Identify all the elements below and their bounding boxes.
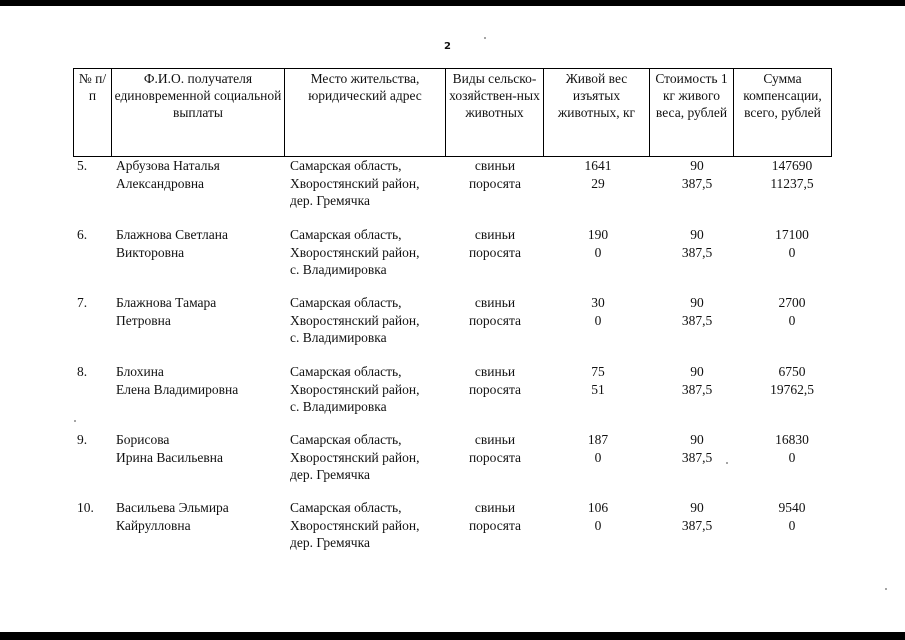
animal-kinds: свиньи поросята (468, 500, 522, 533)
table-header (73, 68, 832, 157)
recipient-name: Блохина Елена Владимировна (116, 364, 239, 397)
row-number: 9. (77, 432, 88, 447)
recipient-name: Блажнова Тамара Петровна (116, 295, 217, 328)
header-kind: Виды сельско-хозяйствен-ных животных (446, 69, 544, 157)
price-per-kg: 90 387,5 (681, 295, 713, 328)
price-per-kg: 90 387,5 (681, 158, 713, 191)
scan-border-top (0, 0, 905, 6)
live-weight: 190 0 (587, 227, 609, 260)
price-per-kg: 90 387,5 (681, 432, 713, 465)
header-sum: Сумма компенсации, всего, рублей (734, 69, 832, 157)
live-weight: 187 0 (587, 432, 609, 465)
animal-kinds: свиньи поросята (468, 227, 522, 260)
page-number: 2 (444, 41, 451, 52)
recipient-address: Самарская область, Хворостянский район, с. Владимировка (290, 295, 420, 345)
scan-speck (74, 420, 76, 422)
recipient-name: Блажнова Светлана Викторовна (116, 227, 228, 260)
price-per-kg: 90 387,5 (681, 500, 713, 533)
live-weight: 1641 29 (584, 158, 612, 191)
recipient-address: Самарская область, Хворостянский район, с. Владимировка (290, 227, 420, 277)
recipient-address: Самарская область, Хворостянский район, с. Владимировка (290, 364, 420, 414)
header-price: Стоимость 1 кг живого веса, рублей (650, 69, 734, 157)
price-per-kg: 90 387,5 (681, 227, 713, 260)
scan-border-bottom (0, 632, 905, 640)
recipient-name: Арбузова Наталья Александровна (116, 158, 220, 191)
recipient-address: Самарская область, Хворостянский район, дер. Гремячка (290, 500, 420, 550)
price-per-kg: 90 387,5 (681, 364, 713, 397)
row-number: 6. (77, 227, 88, 242)
recipient-name: Васильева Эльмира Кайрулловна (116, 500, 229, 533)
live-weight: 30 0 (591, 295, 605, 328)
recipient-name: Борисова Ирина Васильевна (116, 432, 224, 465)
compensation-sum: 147690 11237,5 (770, 158, 814, 191)
animal-kinds: свиньи поросята (468, 432, 522, 465)
scan-speck (484, 37, 486, 39)
recipient-address: Самарская область, Хворостянский район, дер. Гремячка (290, 158, 420, 208)
animal-kinds: свиньи поросята (468, 295, 522, 328)
compensation-sum: 16830 0 (775, 432, 809, 465)
header-weight: Живой вес изъятых животных, кг (544, 69, 650, 157)
compensation-sum: 6750 19762,5 (770, 364, 814, 397)
compensation-sum: 2700 0 (778, 295, 806, 328)
header-address: Место жительства, юридический адрес (285, 69, 446, 157)
row-number: 10. (77, 500, 94, 515)
row-number: 8. (77, 364, 88, 379)
recipient-address: Самарская область, Хворостянский район, дер. Гремячка (290, 432, 420, 482)
scan-speck (726, 462, 728, 464)
live-weight: 106 0 (587, 500, 609, 533)
scan-speck (885, 588, 887, 590)
live-weight: 75 51 (591, 364, 605, 397)
animal-kinds: свиньи поросята (468, 364, 522, 397)
header-name: Ф.И.О. получателя единовременной социальной выплаты (112, 69, 285, 157)
header-num: № п/п (74, 69, 112, 157)
animal-kinds: свиньи поросята (468, 158, 522, 191)
row-number: 5. (77, 158, 88, 173)
row-number: 7. (77, 295, 88, 310)
compensation-sum: 17100 0 (775, 227, 809, 260)
compensation-sum: 9540 0 (778, 500, 806, 533)
